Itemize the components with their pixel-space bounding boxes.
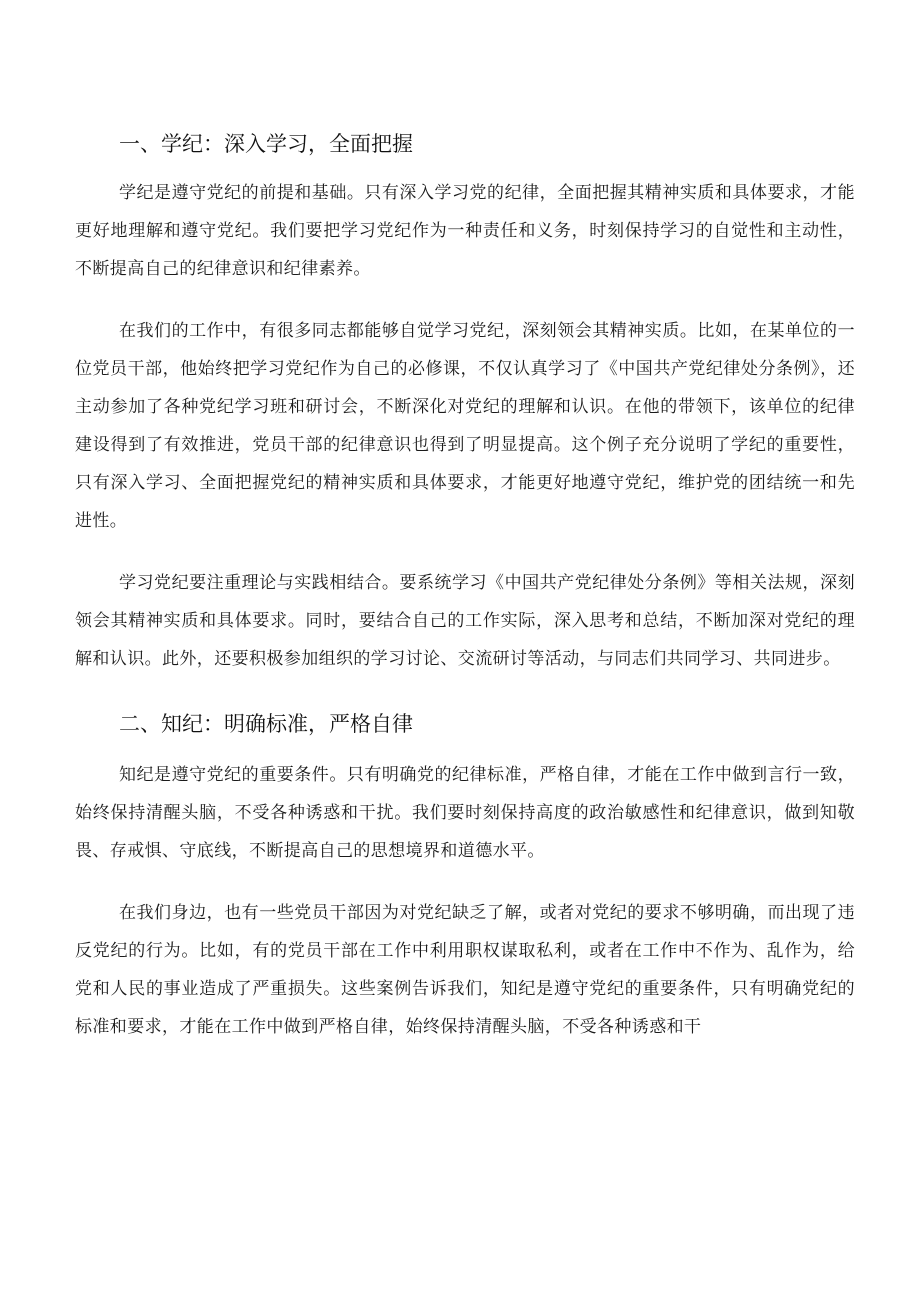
paragraph: 学纪是遵守党纪的前提和基础。只有深入学习党的纪律，全面把握其精神实质和具体要求，才能更好地理解和遵守党纪。我们要把学习党纪作为一种责任和义务，时刻保持学习的自觉性和主动性，不断提高自己的纪律意识和纪律素养。 [75,183,855,279]
section-heading: 一、学纪：深入学习，全面把握 [119,132,413,156]
paragraph: 在我们的工作中，有很多同志都能够自觉学习党纪，深刻领会其精神实质。比如，在某单位的一位党员干部，他始终把学习党纪作为自己的必修课，不仅认真学习了《中国共产党纪律处分条例》，还主动参加了各种党纪学习班和研讨会，不断深化对党纪的理解和认识。在他的带领下，该单位的纪律建设得到了有效推进，党员干部的纪律意识也得到了明显提高。这个例子充分说明了学纪的重要性，只有深入学习、全面把握党纪的精神实质和具体要求，才能更好地遵守党纪，维护党的团结统一和先进性。 [75,321,855,531]
paragraph: 学习党纪要注重理论与实践相结合。要系统学习《中国共产党纪律处分条例》等相关法规，深刻领会其精神实质和具体要求。同时，要结合自己的工作实际，深入思考和总结，不断加深对党纪的理解和认识。此外，还要积极参加组织的学习讨论、交流研讨等活动，与同志们共同学习、共同进步。 [75,573,855,669]
paragraph: 知纪是遵守党纪的重要条件。只有明确党的纪律标准，严格自律，才能在工作中做到言行一致，始终保持清醒头脑，不受各种诱惑和干扰。我们要时刻保持高度的政治敏感性和纪律意识，做到知敬畏、存戒惧、守底线，不断提高自己的思想境界和道德水平。 [75,765,855,861]
section-study-discipline [75,118,855,678]
section-heading: 二、知纪：明确标准，严格自律 [119,712,413,736]
section-know-discipline [75,698,855,1046]
document-body [75,118,855,1070]
paragraph: 在我们身边，也有一些党员干部因为对党纪缺乏了解，或者对党纪的要求不够明确，而出现了违反党纪的行为。比如，有的党员干部在工作中利用职权谋取私利，或者在工作中不作为、乱作为，给党和人民的事业造成了严重损失。这些案例告诉我们，知纪是遵守党纪的重要条件，只有明确党纪的标准和要求，才能在工作中做到严格自律，始终保持清醒头脑，不受各种诱惑和干 [75,903,855,1037]
